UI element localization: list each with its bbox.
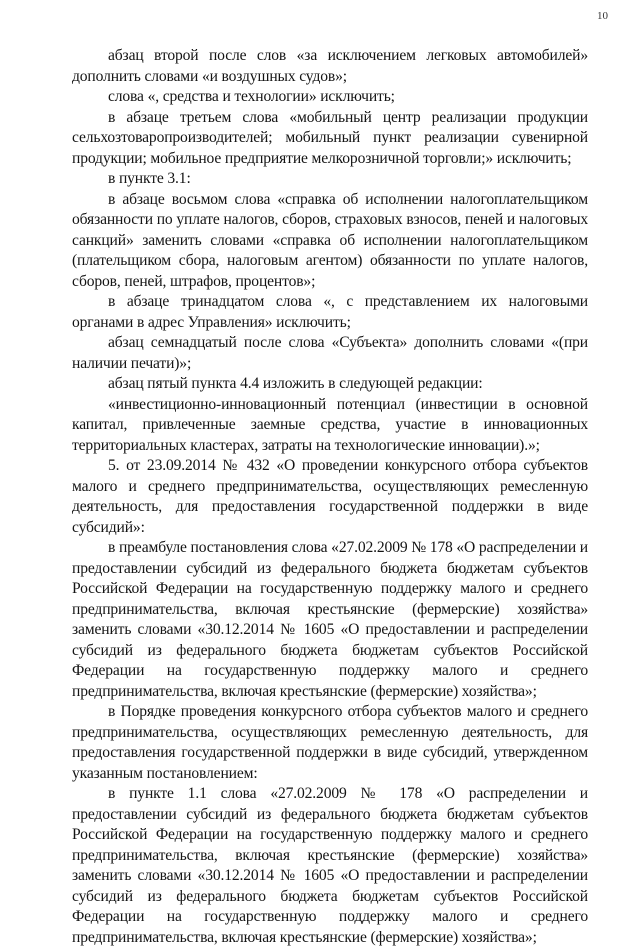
paragraph: в пункте 3.1:	[108, 170, 191, 187]
paragraph: «инвестиционно-инновационный потенциал (инвестиции в основной капитал, привлеченные заемные средства, участие в инновационных территориальных кластерах, затраты на технологические инновации).»;	[72, 395, 588, 454]
paragraph: в абзаце восьмом слова «справка об исполнении налогоплательщиком обязанности по уплате налогов, сборов, страховых взносов, пеней и налоговых санкций» заменить словами «справка об исполнении налогоплательщиком (плательщиком сбора, налоговым агентом) обязанности по уплате налогов, сборов, пеней, штрафов, процентов»;	[72, 190, 588, 290]
paragraph: в абзаце третьем слова «мобильный центр реализации продукции сельхозтоваропроизводителей; мобильный пункт реализации сувенирной продукции; мобильное предприятие мелкорозничной торговли;» исключить;	[72, 108, 588, 167]
paragraph: абзац пятый пункта 4.4 изложить в следующей редакции:	[108, 375, 483, 392]
paragraph: абзац семнадцатый после слова «Субъекта» дополнить словами «(при наличии печати)»;	[72, 334, 588, 372]
paragraph: абзац второй после слов «за исключением легковых автомобилей» дополнить словами «и воздушных судов»;	[72, 47, 588, 85]
page-number: 10	[597, 10, 608, 22]
paragraph: 5. от 23.09.2014 № 432 «О проведении конкурсного отбора субъектов малого и среднего предпринимательства, осуществляющих ремесленную деятельность, для предоставления государственной поддержки в виде субсидий»:	[72, 457, 588, 536]
paragraph: в преамбуле постановления слова «27.02.2009 № 178 «О распределении и предоставлении субсидий из федерального бюджета бюджетам субъектов Российской Федерации на государственную поддержку малого и среднего предпринимательства, включая крестьянские (фермерские) хозяйства» заменить словами «30.12.2014 № 1605 «О предоставлении и распределении субсидий из федерального бюджета бюджетам субъектов Российской Федерации на государственную поддержку малого и среднего предпринимательства, включая крестьянские (фермерские) хозяйства»;	[72, 539, 588, 700]
paragraph: слова «, средства и технологии» исключить;	[108, 88, 395, 105]
paragraph: в пункте 1.1 слова «27.02.2009 № 178 «О распределении и предоставлении субсидий из федерального бюджета бюджетам субъектов Российской Федерации на государственную поддержку малого и среднего предпринимательства, включая крестьянские (фермерские) хозяйства» заменить словами «30.12.2014 № 1605 «О предоставлении и распределении субсидий из федерального бюджета бюджетам субъектов Российской Федерации на государственную поддержку малого и среднего предпринимательства, включая крестьянские (фермерские) хозяйства»;	[72, 785, 588, 946]
paragraph: в абзаце тринадцатом слова «, с представлением их налоговыми органами в адрес Управления» исключить;	[72, 293, 588, 331]
document-body	[72, 46, 588, 948]
paragraph: в Порядке проведения конкурсного отбора субъектов малого и среднего предпринимательства, осуществляющих ремесленную деятельность, для предоставления государственной поддержки в виде субсидий, утвержденном указанным постановлением:	[72, 703, 588, 782]
